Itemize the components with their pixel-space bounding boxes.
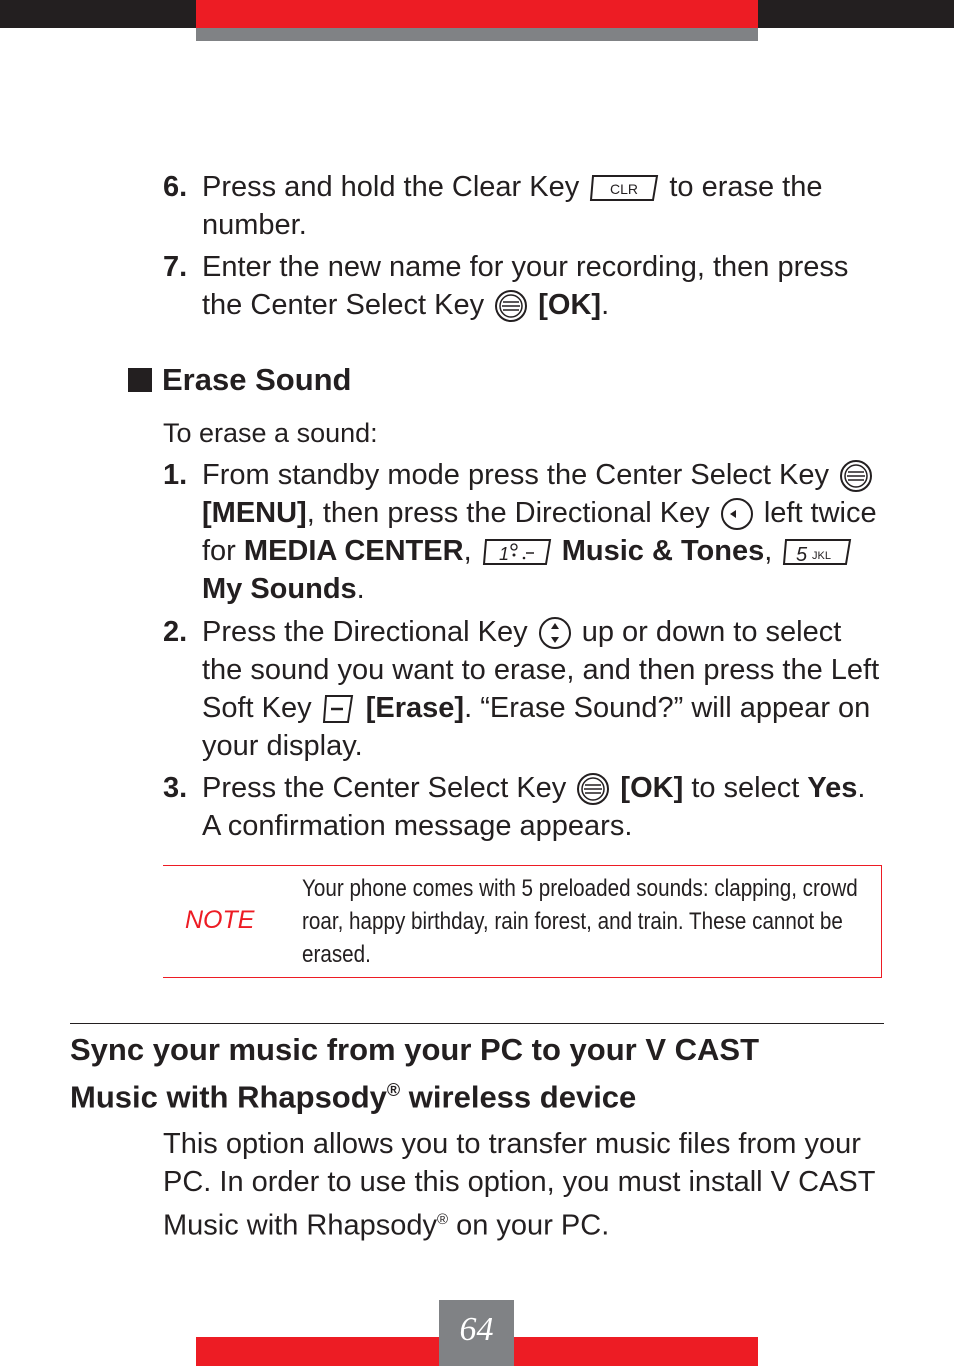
erase-sound-heading (128, 360, 352, 400)
heading-text: Sync your music from your PC to your V CAST Music with Rhapsody (70, 1032, 760, 1115)
punctuation: , (764, 535, 773, 567)
erase-label: [Erase] (365, 692, 465, 724)
erase-intro: To erase a sound: (163, 418, 378, 448)
step-text: Press and hold the Clear Key (202, 171, 580, 203)
step-number: 1. (163, 459, 188, 491)
sync-paragraph (163, 1125, 888, 1245)
erase-step-2 (163, 613, 888, 765)
svg-text:5: 5 (796, 544, 808, 567)
my-sounds-label: My Sounds (202, 573, 357, 605)
bullet-square-icon (128, 368, 152, 392)
step-text: to select (691, 772, 800, 804)
yes-label: Yes (807, 772, 858, 804)
key-1-voicemail-icon (482, 537, 552, 567)
step-text: up or down to select the sound you want to erase, and then press the Left Soft Key (202, 616, 880, 724)
step-number: 2. (163, 616, 188, 648)
step-6 (163, 168, 888, 244)
center-select-key-icon (494, 289, 528, 323)
step-text: . “Erase Sound?” will appear on your display. (202, 692, 871, 762)
section-divider (70, 1023, 884, 1024)
left-soft-key-icon (322, 693, 356, 725)
paragraph-text: on your PC. (448, 1209, 610, 1242)
step-text: Press the Center Select Key (202, 772, 567, 804)
sync-heading (70, 1030, 850, 1117)
note-box (163, 865, 882, 978)
punctuation: . (601, 289, 610, 321)
center-select-key-icon (576, 772, 610, 806)
menu-label: [MENU] (202, 497, 307, 529)
step-number: 6. (163, 171, 188, 203)
punctuation: . (356, 573, 365, 605)
registered-mark: ® (386, 1080, 401, 1100)
paragraph-text: This option allows you to transfer music files from your PC. In order to use this option, you must install V CAST Music with Rhapsody (163, 1128, 875, 1242)
svg-text:1: 1 (498, 544, 509, 565)
heading-text: Erase Sound (162, 362, 352, 397)
ok-label: [OK] (538, 289, 602, 321)
top-accent-bar (196, 0, 758, 28)
clear-key-icon (589, 173, 659, 203)
step-text: From standby mode press the Center Select Key (202, 459, 830, 491)
directional-key-up-down-icon (538, 616, 572, 650)
step-text: to erase the number. (202, 171, 823, 241)
svg-text:JKL: JKL (812, 550, 832, 563)
svg-text:CLR: CLR (610, 181, 639, 198)
registered-mark: ® (437, 1211, 449, 1228)
top-gray-strip (196, 28, 758, 41)
heading-text: wireless device (400, 1079, 637, 1115)
step-text: Enter the new name for your recording, then press the Center Select Key (202, 251, 849, 321)
music-tones-label: Music & Tones (561, 535, 765, 567)
step-text: Press the Directional Key (202, 616, 528, 648)
step-number: 7. (163, 251, 188, 283)
ok-label: [OK] (620, 772, 684, 804)
page-number: 64 (439, 1300, 514, 1366)
note-label: NOTE (185, 906, 255, 934)
step-text: , then press the Directional Key (306, 497, 710, 529)
step-text: left twice for (202, 497, 877, 567)
punctuation: , (463, 535, 472, 567)
media-center-label: MEDIA CENTER (243, 535, 464, 567)
note-text: Your phone comes with 5 preloaded sounds: clapping, crowd roar, happy birthday, rain forest, and train. These cannot be erased. (302, 875, 858, 968)
center-select-key-icon (839, 459, 873, 493)
step-text: . A confirmation message appears. (202, 772, 866, 842)
step-7 (163, 248, 888, 324)
directional-key-left-icon (720, 497, 754, 531)
erase-step-3 (163, 769, 888, 845)
step-number: 3. (163, 772, 188, 804)
key-5-jkl-icon (782, 537, 852, 567)
erase-step-1 (163, 456, 888, 608)
